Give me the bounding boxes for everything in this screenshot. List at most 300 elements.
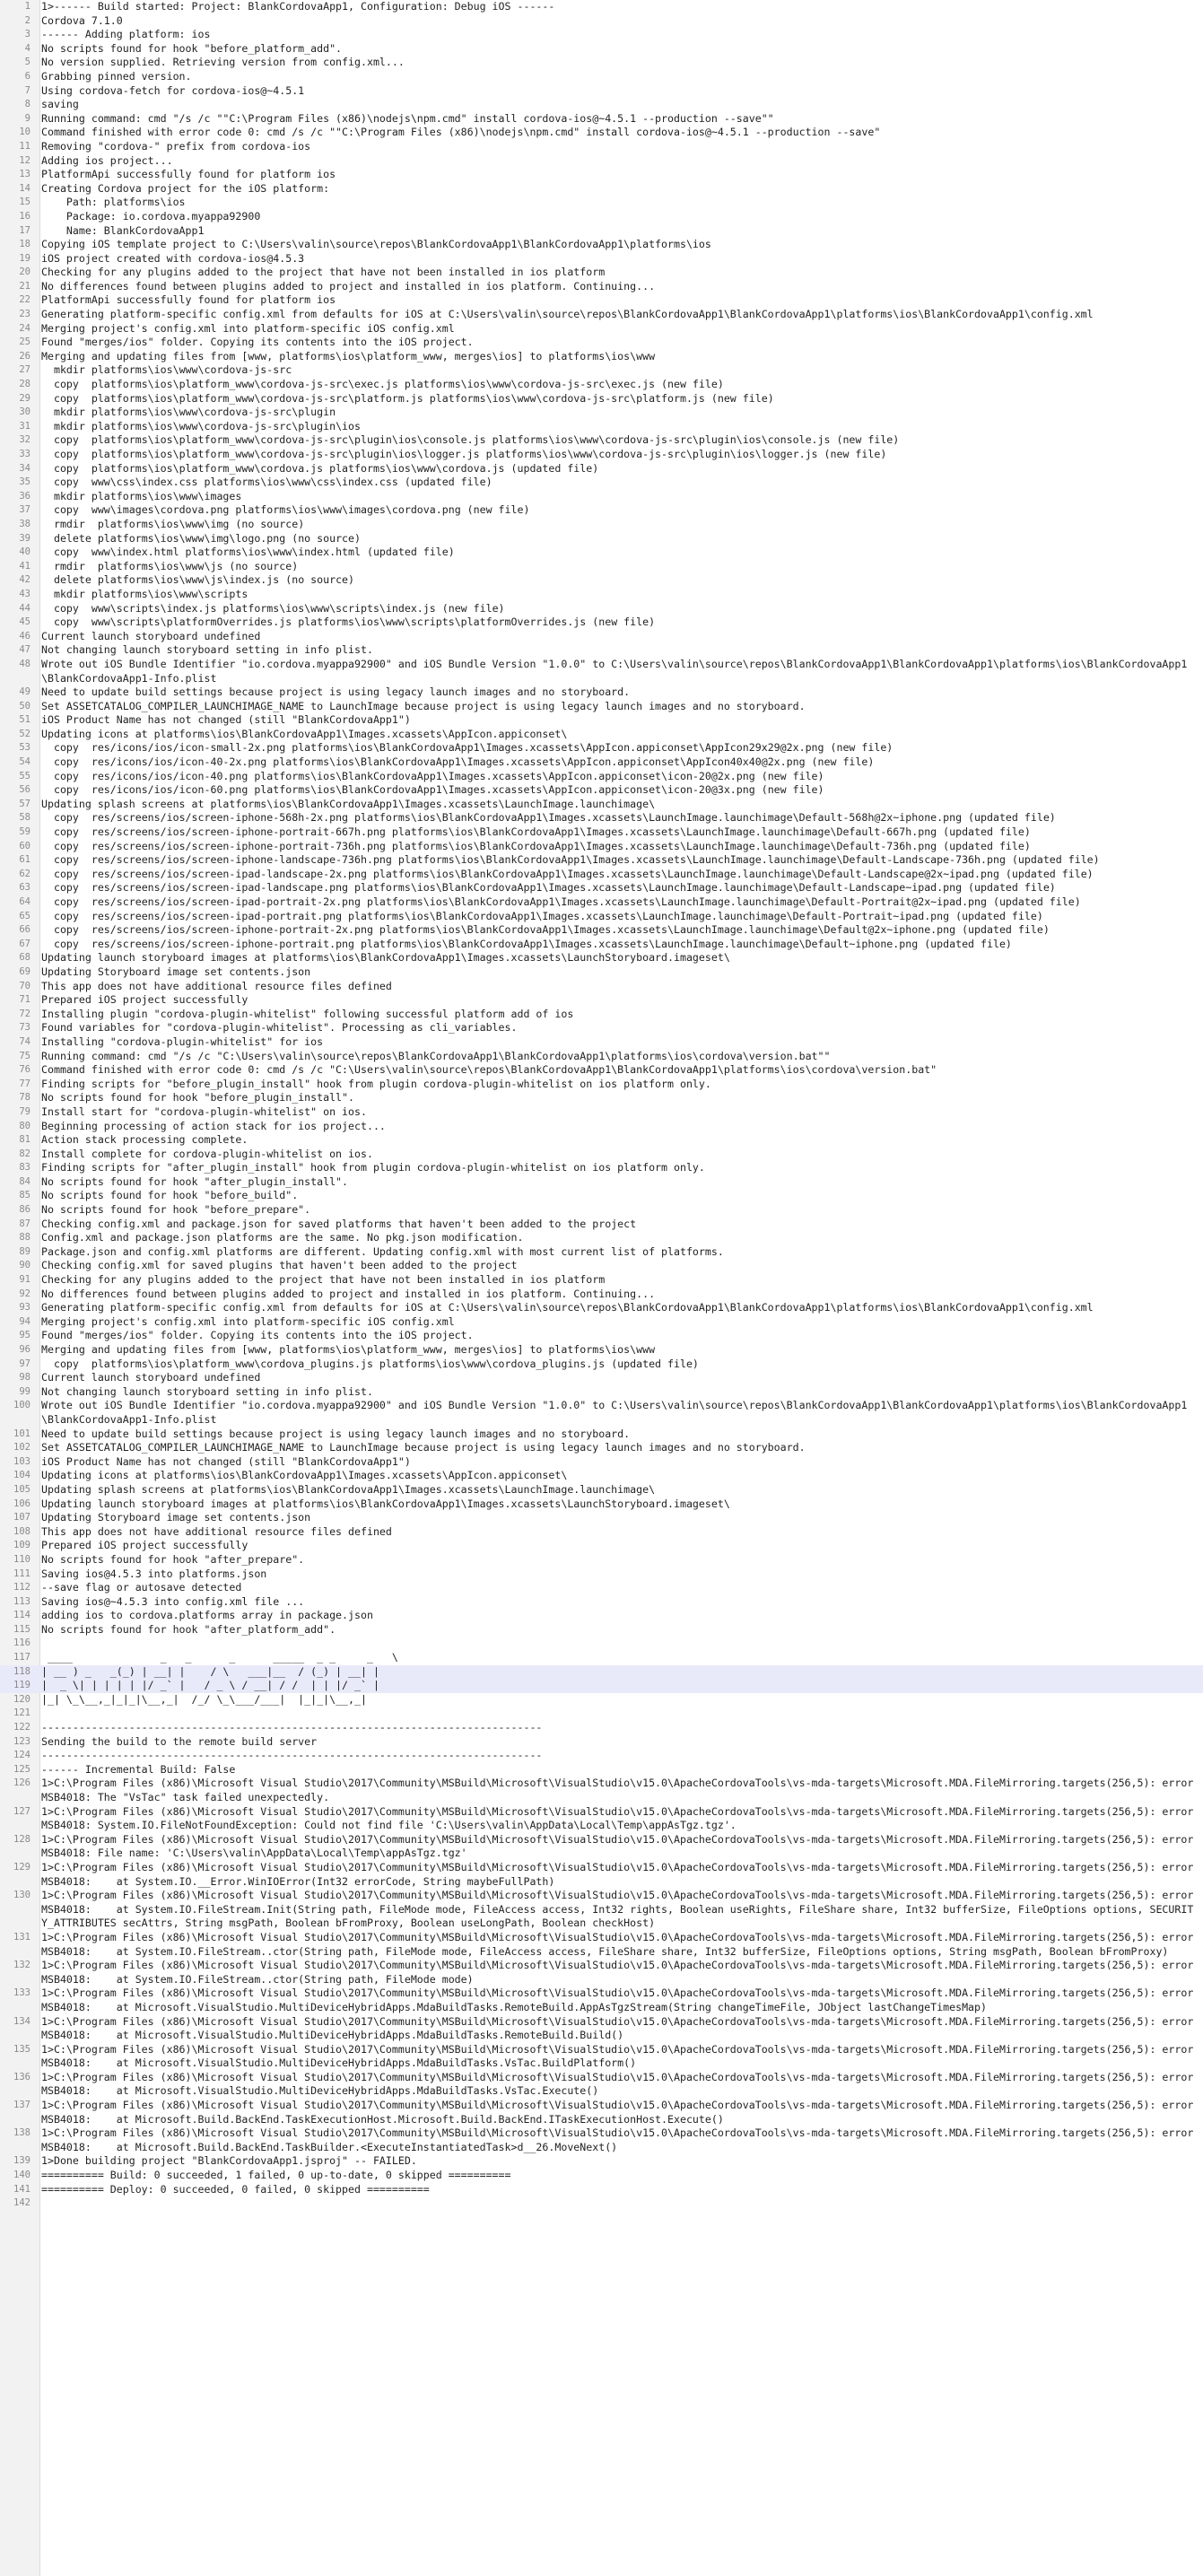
line-text[interactable]: Install complete for cordova-plugin-whitelist on ios. — [41, 1147, 373, 1160]
output-line[interactable] — [0, 1078, 1203, 1092]
output-line[interactable] — [0, 518, 1203, 532]
output-line[interactable] — [0, 1175, 1203, 1190]
output-line[interactable] — [0, 1498, 1203, 1512]
output-line[interactable] — [0, 1931, 1203, 1959]
line-text[interactable]: Updating splash screens at platforms\ios\BlankCordovaApp1\Images.xcassets\LaunchImage.launchimage\ — [41, 1482, 656, 1496]
output-line[interactable] — [0, 490, 1203, 504]
line-text[interactable]: mkdir platforms\ios\www\cordova-js-src\plugin — [41, 406, 336, 419]
output-line[interactable] — [0, 28, 1203, 42]
output-line[interactable] — [0, 1763, 1203, 1777]
line-text[interactable]: Merging and updating files from [www, platforms\ios\platform_www, merges\ios] to platforms\ios\www — [41, 349, 656, 362]
line-text[interactable]: Config.xml and package.json platforms are the same. No pkg.json modification. — [41, 1231, 524, 1244]
output-line[interactable] — [0, 2043, 1203, 2071]
output-line[interactable] — [0, 1735, 1203, 1750]
output-line[interactable] — [0, 1609, 1203, 1623]
line-text[interactable]: delete platforms\ios\www\js\index.js (no source) — [41, 573, 355, 587]
output-line[interactable] — [0, 448, 1203, 462]
output-line[interactable] — [0, 1469, 1203, 1483]
line-text[interactable]: Set ASSETCATALOG_COMPILER_LAUNCHIMAGE_NAME to LaunchImage because project is using legacy launch images and no storyboard. — [41, 1441, 806, 1454]
line-text[interactable]: No scripts found for hook "before_prepare". — [41, 1203, 311, 1217]
output-line[interactable] — [0, 56, 1203, 70]
output-line[interactable] — [0, 210, 1203, 224]
output-line[interactable] — [0, 1428, 1203, 1442]
line-number: 55 — [19, 770, 31, 782]
output-line[interactable] — [0, 2154, 1203, 2169]
line-text[interactable]: copy platforms\ios\platform_www\cordova-js-src\plugin\ios\console.js platforms\ios\www\cordova-js-src\plugin\ios\console.js (new file) — [41, 433, 900, 447]
output-line[interactable] — [0, 993, 1203, 1008]
line-text[interactable]: 1>C:\Program Files (x86)\Microsoft Visual Studio\2017\Community\MSBuild\Microsoft\VisualStudio\v15.0\ApacheCordovaTools\vs-mda-targets\Microsoft.MDA.FileMirroring.targets(256,5): error MSB4018: at Microsoft.VisualStudio.MultiDeviceHybridApps.MdaBuildTasks.VsTac.BuildPlatform() — [41, 2042, 1200, 2070]
output-line[interactable] — [0, 433, 1203, 448]
line-text[interactable]: copy www\index.html platforms\ios\www\index.html (updated file) — [41, 546, 455, 559]
line-text[interactable]: 1>------ Build started: Project: BlankCordovaApp1, Configuration: Debug iOS ------ — [41, 0, 555, 13]
output-line[interactable] — [0, 951, 1203, 965]
output-line[interactable] — [0, 2183, 1203, 2197]
line-text[interactable]: No version supplied. Retrieving version from config.xml... — [41, 56, 405, 69]
line-text[interactable]: | _ \| | | | | |/ _` | / _ \ / __| / / | | |/ _` | — [41, 1679, 386, 1692]
line-text[interactable]: Generating platform-specific config.xml from defaults for iOS at C:\Users\valin\source\repos\BlankCordovaApp1\BlankCordovaApp1\platforms\ios\BlankCordovaApp1\config.xml — [41, 308, 1094, 321]
output-line[interactable] — [0, 476, 1203, 490]
line-text[interactable]: Prepared iOS project successfully — [41, 993, 248, 1007]
line-text[interactable]: Updating Storyboard image set contents.json — [41, 965, 311, 978]
line-text[interactable]: Saving ios@~4.5.3 into config.xml file ... — [41, 1594, 305, 1608]
line-text[interactable]: mkdir platforms\ios\www\scripts — [41, 587, 248, 600]
output-line[interactable] — [0, 980, 1203, 994]
line-number: 41 — [19, 560, 31, 572]
line-text[interactable]: Path: platforms\ios — [41, 196, 186, 209]
output-line[interactable] — [0, 2071, 1203, 2099]
output-line[interactable] — [0, 700, 1203, 714]
output-line[interactable] — [0, 1288, 1203, 1302]
line-text[interactable]: Saving ios@4.5.3 into platforms.json — [41, 1567, 267, 1580]
output-line[interactable] — [0, 783, 1203, 798]
output-line[interactable] — [0, 0, 1203, 14]
output-line[interactable] — [0, 293, 1203, 308]
output-line[interactable] — [0, 14, 1203, 29]
line-text[interactable]: Installing plugin "cordova-plugin-whitelist" following successful platform add of ios — [41, 1007, 574, 1020]
line-number: 43 — [19, 588, 31, 599]
output-line[interactable] — [0, 1343, 1203, 1358]
output-line[interactable] — [0, 1035, 1203, 1050]
output-line[interactable] — [0, 1553, 1203, 1567]
output-line[interactable] — [0, 1203, 1203, 1218]
line-text[interactable]: copy res/screens/ios/screen-iphone-portrait.png platforms\ios\BlankCordovaApp1\Images.xcassets\LaunchImage.launchimage\Default~iphone.png (updated file) — [41, 937, 1012, 950]
output-line[interactable] — [0, 938, 1203, 952]
line-text[interactable]: No differences found between plugins added to project and installed in ios platform. Continuing... — [41, 279, 656, 293]
line-text[interactable]: ------ Incremental Build: False — [41, 1762, 236, 1776]
output-line[interactable] — [0, 798, 1203, 812]
output-line[interactable] — [0, 1637, 1203, 1651]
line-text[interactable]: Package.json and config.xml platforms are different. Updating config.xml with most current list of platforms. — [41, 1244, 724, 1258]
line-text[interactable]: Updating Storyboard image set contents.json — [41, 1511, 311, 1524]
line-text[interactable]: 1>C:\Program Files (x86)\Microsoft Visual Studio\2017\Community\MSBuild\Microsoft\VisualStudio\v15.0\ApacheCordovaTools\vs-mda-targets\Microsoft.MDA.FileMirroring.targets(256,5): error MSB4018: at System.IO.FileStream..ctor(String path, FileMode mode) — [41, 1959, 1200, 1986]
line-text[interactable]: copy res/icons/ios/icon-40-2x.png platforms\ios\BlankCordovaApp1\Images.xcassets\AppIcon.appiconset\AppIcon40x40@2x.png (new file) — [41, 755, 875, 769]
output-line[interactable] — [0, 140, 1203, 154]
output-line[interactable] — [0, 1959, 1203, 1987]
line-text[interactable]: -------------------------------------------------------------------------------- — [41, 1721, 543, 1734]
line-text[interactable]: ========== Deploy: 0 succeeded, 0 failed, 0 skipped ========== — [41, 2182, 430, 2196]
output-line[interactable] — [0, 811, 1203, 825]
line-text[interactable]: ------ Adding platform: ios — [41, 28, 211, 41]
output-line[interactable] — [0, 196, 1203, 210]
output-line[interactable] — [0, 1148, 1203, 1162]
line-text[interactable]: 1>C:\Program Files (x86)\Microsoft Visual Studio\2017\Community\MSBuild\Microsoft\VisualStudio\v15.0\ApacheCordovaTools\vs-mda-targets\Microsoft.MDA.FileMirroring.targets(256,5): error MSB4018: at Microsoft.VisualStudio.MultiDeviceHybridApps.MdaBuildTasks.VsTac.Execute() — [41, 2070, 1200, 2098]
line-text[interactable]: No scripts found for hook "after_plugin_install". — [41, 1174, 349, 1188]
output-line[interactable] — [0, 1539, 1203, 1553]
output-line[interactable] — [0, 2015, 1203, 2043]
output-line[interactable] — [0, 1623, 1203, 1637]
line-text[interactable]: 1>C:\Program Files (x86)\Microsoft Visual Studio\2017\Community\MSBuild\Microsoft\VisualStudio\v15.0\ApacheCordovaTools\vs-mda-targets\Microsoft.MDA.FileMirroring.targets(256,5): error MSB4018: at System.IO.FileStream.Init(String path, FileMode mode, FileAccess access, Int32 rights, Boolean useRights, FileShare share, Int32 bufferSize, FileOptions options, SECURITY_ATTRIBUTES secAttrs, String msgPath, Boolean bFromProxy, Boolean useLongPath, Boolean checkHost) — [41, 1889, 1200, 1930]
output-line[interactable] — [0, 1595, 1203, 1610]
line-text[interactable]: Merging project's config.xml into platform-specific iOS config.xml — [41, 321, 455, 335]
output-line[interactable] — [0, 1777, 1203, 1804]
line-text[interactable]: copy platforms\ios\platform_www\cordova-js-src\exec.js platforms\ios\www\cordova-js-src\exec.js (new file) — [41, 378, 724, 391]
line-text[interactable]: 1>C:\Program Files (x86)\Microsoft Visual Studio\2017\Community\MSBuild\Microsoft\VisualStudio\v15.0\ApacheCordovaTools\vs-mda-targets\Microsoft.MDA.FileMirroring.targets(256,5): error MSB4018: at System.IO.__Error.WinIOError(Int32 errorCode, String maybeFullPath) — [41, 1860, 1200, 1888]
output-line[interactable] — [0, 560, 1203, 574]
line-text[interactable]: copy www\scripts\platformOverrides.js platforms\ios\www\scripts\platformOverrides.js (new file) — [41, 616, 656, 629]
line-text[interactable]: delete platforms\ios\www\img\logo.png (no source) — [41, 531, 361, 545]
line-text[interactable]: Updating icons at platforms\ios\BlankCordovaApp1\Images.xcassets\AppIcon.appiconset\ — [41, 727, 568, 740]
output-line[interactable] — [0, 1218, 1203, 1232]
output-line[interactable] — [0, 1105, 1203, 1120]
line-text[interactable]: Set ASSETCATALOG_COMPILER_LAUNCHIMAGE_NAME to LaunchImage because project is using legacy launch images and no storyboard. — [41, 699, 806, 712]
output-line[interactable] — [0, 2196, 1203, 2211]
output-line[interactable] — [0, 825, 1203, 840]
line-text[interactable]: ____ _ _ _ _____ _ _ _ \ — [41, 1651, 398, 1664]
line-text[interactable]: copy res/screens/ios/screen-iphone-portrait-2x.png platforms\ios\BlankCordovaApp1\Images.xcassets\LaunchImage.launchimage\Default@2x~iphone.png (updated file) — [41, 923, 1050, 937]
line-number: 33 — [19, 449, 31, 459]
line-text[interactable]: Cordova 7.1.0 — [41, 13, 123, 27]
line-text[interactable]: No scripts found for hook "before_plugin_install". — [41, 1091, 355, 1105]
line-text[interactable]: This app does not have additional resource files defined — [41, 979, 392, 992]
output-line[interactable] — [0, 713, 1203, 728]
line-text[interactable]: --save flag or autosave detected — [41, 1581, 242, 1594]
line-number: 93 — [19, 1302, 31, 1314]
output-line[interactable] — [0, 1441, 1203, 1455]
line-text[interactable]: 1>C:\Program Files (x86)\Microsoft Visual Studio\2017\Community\MSBuild\Microsoft\VisualStudio\v15.0\ApacheCordovaTools\vs-mda-targets\Microsoft.MDA.FileMirroring.targets(256,5): error MSB4018: at Microsoft.Build.BackEnd.TaskExecutionHost.Microsoft.Build.BackEnd.ITaskExecutionHost.Execute() — [41, 2099, 1200, 2126]
line-text[interactable]: Adding ios project... — [41, 153, 173, 167]
output-line[interactable] — [0, 280, 1203, 294]
line-text[interactable]: 1>C:\Program Files (x86)\Microsoft Visual Studio\2017\Community\MSBuild\Microsoft\VisualStudio\v15.0\ApacheCordovaTools\vs-mda-targets\Microsoft.MDA.FileMirroring.targets(256,5): error MSB4018: at Microsoft.VisualStudio.MultiDeviceHybridApps.MdaBuildTasks.RemoteBuild.Build() — [41, 2014, 1200, 2042]
output-line[interactable] — [0, 1133, 1203, 1148]
line-text[interactable]: copy www\css\index.css platforms\ios\www\css\index.css (updated file) — [41, 476, 493, 489]
output-line[interactable] — [0, 1455, 1203, 1470]
output-line[interactable] — [0, 154, 1203, 169]
output-line[interactable] — [0, 1721, 1203, 1735]
line-text[interactable]: mkdir platforms\ios\www\images — [41, 489, 242, 502]
output-line[interactable] — [0, 1189, 1203, 1203]
output-line[interactable] — [0, 741, 1203, 755]
output-line[interactable] — [0, 1231, 1203, 1245]
line-text[interactable]: Creating Cordova project for the iOS platform: — [41, 181, 330, 195]
output-line[interactable] — [0, 112, 1203, 127]
output-line[interactable] — [0, 1050, 1203, 1064]
output-line[interactable] — [0, 1511, 1203, 1525]
line-text[interactable]: copy res/screens/ios/screen-ipad-landscape.png platforms\ios\BlankCordovaApp1\Images.xcassets\LaunchImage.launchimage\Default-Landscape~ipad.png (updated file) — [41, 881, 1056, 895]
output-line[interactable] — [0, 881, 1203, 895]
output-line[interactable] — [0, 965, 1203, 980]
output-line[interactable] — [0, 685, 1203, 700]
output-line[interactable] — [0, 1245, 1203, 1260]
output-line[interactable] — [0, 546, 1203, 560]
output-line[interactable] — [0, 630, 1203, 644]
line-number: 9 — [24, 112, 31, 124]
line-text[interactable]: Grabbing pinned version. — [41, 69, 192, 83]
line-text[interactable]: Need to update build settings because project is using legacy launch images and no storyboard. — [41, 685, 631, 699]
line-text[interactable]: ========== Build: 0 succeeded, 1 failed, 0 up-to-date, 0 skipped ========== — [41, 2169, 511, 2182]
output-line[interactable] — [0, 2099, 1203, 2126]
line-text[interactable]: Finding scripts for "after_plugin_install" hook from plugin cordova-plugin-whitelist on ios platform only. — [41, 1161, 705, 1174]
line-text[interactable]: PlatformApi successfully found for platform ios — [41, 293, 336, 307]
output-line[interactable] — [0, 2169, 1203, 2183]
output-line[interactable] — [0, 363, 1203, 378]
output-line[interactable] — [0, 336, 1203, 350]
line-text[interactable]: Found "merges/ios" folder. Copying its contents into the iOS project. — [41, 336, 474, 349]
line-text[interactable]: adding ios to cordova.platforms array in package.json — [41, 1609, 373, 1622]
output-line[interactable] — [0, 770, 1203, 784]
line-text[interactable]: No scripts found for hook "before_platform_add". — [41, 41, 343, 55]
line-text[interactable]: Command finished with error code 0: cmd /s /c ""C:\Program Files (x86)\nodejs\npm.cmd" install cordova-ios@~4.5.1 --production --save" — [41, 126, 881, 139]
output-line[interactable] — [0, 1301, 1203, 1315]
line-text[interactable]: Not changing launch storyboard setting in info plist. — [41, 643, 373, 657]
line-text[interactable]: Removing "cordova-" prefix from cordova-ios — [41, 139, 311, 153]
line-text[interactable]: copy www\images\cordova.png platforms\ios\www\images\cordova.png (new file) — [41, 503, 530, 517]
line-text[interactable]: copy res/icons/ios/icon-60.png platforms\ios\BlankCordovaApp1\Images.xcassets\AppIcon.appiconset\icon-20@3x.png (new file) — [41, 783, 824, 797]
line-text[interactable]: rmdir platforms\ios\www\js (no source) — [41, 559, 299, 572]
line-text[interactable]: Package: io.cordova.myappa92900 — [41, 209, 261, 223]
line-text[interactable]: Merging and updating files from [www, platforms\ios\platform_www, merges\ios] to platforms\ios\www — [41, 1343, 656, 1356]
line-text[interactable]: Need to update build settings because project is using legacy launch images and no storyboard. — [41, 1427, 631, 1440]
output-line[interactable] — [0, 1749, 1203, 1763]
line-text[interactable]: 1>C:\Program Files (x86)\Microsoft Visual Studio\2017\Community\MSBuild\Microsoft\VisualStudio\v15.0\ApacheCordovaTools\vs-mda-targets\Microsoft.MDA.FileMirroring.targets(256,5): error MSB4018: at Microsoft.Build.BackEnd.TaskBuilder.<ExecuteInstantiatedTask>d__26.MoveNext() — [41, 2126, 1200, 2153]
line-text[interactable]: Found "merges/ios" folder. Copying its contents into the iOS project. — [41, 1329, 474, 1342]
line-text[interactable]: Updating launch storyboard images at platforms\ios\BlankCordovaApp1\Images.xcassets\LaunchStoryboard.imageset\ — [41, 1497, 730, 1510]
output-line[interactable] — [0, 1021, 1203, 1035]
line-text[interactable]: 1>Done building project "BlankCordovaApp1.jsproj" -- FAILED. — [41, 2154, 417, 2168]
output-line[interactable] — [0, 252, 1203, 266]
output-line[interactable] — [0, 1987, 1203, 2014]
output-line[interactable] — [0, 378, 1203, 392]
output-line[interactable] — [0, 1371, 1203, 1385]
output-line[interactable] — [0, 1358, 1203, 1372]
output-line[interactable] — [0, 420, 1203, 434]
line-text[interactable]: copy res/screens/ios/screen-ipad-portrait-2x.png platforms\ios\BlankCordovaApp1\Images.xcassets\LaunchImage.launchimage\Default-Portrait@2x~ipad.png (updated file) — [41, 895, 1081, 908]
output-line[interactable] — [0, 1120, 1203, 1134]
output-line[interactable] — [0, 2126, 1203, 2154]
line-text[interactable]: 1>C:\Program Files (x86)\Microsoft Visual Studio\2017\Community\MSBuild\Microsoft\VisualStudio\v15.0\ApacheCordovaTools\vs-mda-targets\Microsoft.MDA.FileMirroring.targets(256,5): error MSB4018: File name: 'C:\Users\valin\AppData\Local\Temp\appAsTgz.tgz' — [41, 1832, 1200, 1860]
output-line[interactable] — [0, 1385, 1203, 1400]
line-number: 52 — [19, 728, 31, 739]
output-line[interactable] — [0, 1693, 1203, 1707]
line-number: 131 — [13, 1931, 31, 1943]
line-text[interactable]: No scripts found for hook "before_build". — [41, 1189, 299, 1202]
line-text[interactable]: |_| \_\__,_|_|_|\__,_| /_/ \_\___/___| |_|_|\__,_| — [41, 1692, 367, 1706]
output-line[interactable] — [0, 895, 1203, 910]
output-line[interactable] — [0, 1805, 1203, 1833]
line-text[interactable]: This app does not have additional resource files defined — [41, 1524, 392, 1538]
output-line[interactable] — [0, 1091, 1203, 1105]
output-line[interactable] — [0, 42, 1203, 57]
line-text[interactable]: Beginning processing of action stack for ios project... — [41, 1119, 386, 1132]
line-text[interactable]: copy platforms\ios\platform_www\cordova_plugins.js platforms\ios\www\cordova_plugins.js (updated file) — [41, 1357, 699, 1370]
line-text[interactable]: Merging project's config.xml into platform-specific iOS config.xml — [41, 1314, 455, 1328]
output-line[interactable] — [0, 1707, 1203, 1721]
line-number: 141 — [13, 2183, 31, 2195]
line-text[interactable]: 1>C:\Program Files (x86)\Microsoft Visual Studio\2017\Community\MSBuild\Microsoft\VisualStudio\v15.0\ApacheCordovaTools\vs-mda-targets\Microsoft.MDA.FileMirroring.targets(256,5): error MSB4018: at System.IO.FileStream..ctor(String path, FileMode mode, FileAccess access, FileShare share, Int32 bufferSize, FileOptions options, String msgPath, Boolean bFromProxy) — [41, 1930, 1200, 1958]
output-line[interactable] — [0, 98, 1203, 112]
line-text[interactable]: Checking config.xml and package.json for saved platforms that haven't been added to the project — [41, 1217, 637, 1230]
line-text[interactable]: Finding scripts for "before_plugin_install" hook from plugin cordova-plugin-whitelist on ios platform only. — [41, 1077, 711, 1090]
output-line[interactable] — [0, 616, 1203, 630]
line-text[interactable]: Action stack processing complete. — [41, 1133, 248, 1147]
output-line[interactable] — [0, 266, 1203, 280]
line-text[interactable]: mkdir platforms\ios\www\cordova-js-src — [41, 363, 292, 377]
line-text[interactable]: No scripts found for hook "after_prepare". — [41, 1552, 305, 1566]
line-text[interactable]: Running command: cmd "/s /c ""C:\Program Files (x86)\nodejs\npm.cmd" install cordova-ios@~4.5.1 --production --save"" — [41, 111, 774, 125]
line-text[interactable]: mkdir platforms\ios\www\cordova-js-src\plugin\ios — [41, 419, 361, 432]
line-text[interactable]: No differences found between plugins added to project and installed in ios platform. Continuing... — [41, 1287, 656, 1300]
output-line[interactable] — [0, 602, 1203, 616]
output-line[interactable] — [0, 1063, 1203, 1078]
line-text[interactable]: copy res/screens/ios/screen-ipad-portrait.png platforms\ios\BlankCordovaApp1\Images.xcassets\LaunchImage.launchimage\Default-Portrait~ipad.png (updated file) — [41, 909, 1043, 922]
output-line[interactable] — [0, 1889, 1203, 1931]
output-line[interactable] — [0, 728, 1203, 742]
line-text[interactable]: Prepared iOS project successfully — [41, 1539, 248, 1552]
line-text[interactable]: Not changing launch storyboard setting in info plist. — [41, 1384, 373, 1398]
line-text[interactable]: PlatformApi successfully found for platform ios — [41, 168, 336, 181]
output-line[interactable] — [0, 1273, 1203, 1288]
output-line[interactable] — [0, 1329, 1203, 1343]
line-number: 27 — [19, 364, 31, 376]
line-text[interactable]: -------------------------------------------------------------------------------- — [41, 1749, 543, 1762]
output-line[interactable] — [0, 126, 1203, 140]
line-number: 49 — [19, 686, 31, 698]
line-text[interactable]: Install start for "cordova-plugin-whitelist" on ios. — [41, 1105, 367, 1118]
line-text[interactable]: Checking for any plugins added to the project that have not been installed in ios platform — [41, 1273, 606, 1287]
line-text[interactable]: copy res/icons/ios/icon-small-2x.png platforms\ios\BlankCordovaApp1\Images.xcassets\AppIcon.appiconset\AppIcon29x29@2x.png (new file) — [41, 741, 894, 755]
line-text[interactable]: Installing "cordova-plugin-whitelist" for ios — [41, 1035, 324, 1048]
output-line[interactable] — [0, 70, 1203, 84]
output-line[interactable] — [0, 1315, 1203, 1330]
line-text[interactable]: 1>C:\Program Files (x86)\Microsoft Visual Studio\2017\Community\MSBuild\Microsoft\VisualStudio\v15.0\ApacheCordovaTools\vs-mda-targets\Microsoft.MDA.FileMirroring.targets(256,5): error MSB4018: at Microsoft.VisualStudio.MultiDeviceHybridApps.MdaBuildTasks.RemoteBuild.AppAsTgzStream(String changeTimeFile, JObject lastChangeTimesMap) — [41, 1987, 1200, 2013]
output-line[interactable] — [0, 1399, 1203, 1427]
output-line[interactable] — [0, 868, 1203, 882]
line-text[interactable]: copy res/screens/ios/screen-ipad-landscape-2x.png platforms\ios\BlankCordovaApp1\Images.xcassets\LaunchImage.launchimage\Default-Landscape@2x~ipad.png (updated file) — [41, 867, 1094, 880]
line-text[interactable]: No scripts found for hook "after_platform_add". — [41, 1622, 336, 1636]
line-text[interactable]: Running command: cmd "/s /c "C:\Users\valin\source\repos\BlankCordovaApp1\BlankCordovaApp1\platforms\ios\cordova\version.bat"" — [41, 1049, 831, 1062]
line-number: 127 — [13, 1805, 31, 1817]
line-text[interactable]: Checking for any plugins added to the project that have not been installed in ios platform — [41, 266, 606, 279]
line-text[interactable]: saving — [41, 98, 79, 111]
output-line[interactable] — [0, 1651, 1203, 1665]
output-line[interactable] — [0, 1581, 1203, 1595]
output-line[interactable] — [0, 392, 1203, 406]
output-line[interactable] — [0, 923, 1203, 938]
line-text[interactable]: copy res/icons/ios/icon-40.png platforms\ios\BlankCordovaApp1\Images.xcassets\AppIcon.appiconset\icon-20@2x.png (new file) — [41, 769, 824, 782]
line-text[interactable]: rmdir platforms\ios\www\img (no source) — [41, 517, 305, 530]
line-number: 122 — [13, 1722, 31, 1733]
line-text[interactable]: Using cordova-fetch for cordova-ios@~4.5.1 — [41, 83, 305, 97]
output-line[interactable] — [0, 1679, 1203, 1693]
output-line[interactable] — [0, 1861, 1203, 1889]
line-number: 45 — [19, 616, 31, 628]
output-line[interactable] — [0, 910, 1203, 924]
output-line[interactable] — [0, 238, 1203, 252]
output-line[interactable] — [0, 168, 1203, 182]
line-number: 38 — [19, 518, 31, 529]
line-text[interactable]: Updating icons at platforms\ios\BlankCordovaApp1\Images.xcassets\AppIcon.appiconset\ — [41, 1469, 568, 1482]
line-text[interactable]: copy platforms\ios\platform_www\cordova-js-src\plugin\ios\logger.js platforms\ios\www\cordova-js-src\plugin\ios\logger.js (new file) — [41, 448, 887, 460]
output-line[interactable] — [0, 1483, 1203, 1498]
line-text[interactable]: copy res/screens/ios/screen-iphone-landscape-736h.png platforms\ios\BlankCordovaApp1\Images.xcassets\LaunchImage.launchimage\Default-Landscape-736h.png (updated file) — [41, 853, 1100, 867]
output-line[interactable] — [0, 853, 1203, 868]
line-number: 124 — [13, 1750, 31, 1761]
line-text[interactable]: Generating platform-specific config.xml from defaults for iOS at C:\Users\valin\source\repos\BlankCordovaApp1\BlankCordovaApp1\platforms\ios\BlankCordovaApp1\config.xml — [41, 1301, 1094, 1314]
line-text[interactable]: iOS Product Name has not changed (still "BlankCordovaApp1") — [41, 1454, 411, 1468]
output-line[interactable] — [0, 1833, 1203, 1861]
line-text[interactable]: copy www\scripts\index.js platforms\ios\www\scripts\index.js (new file) — [41, 601, 505, 615]
line-text[interactable]: Current launch storyboard undefined — [41, 629, 261, 642]
output-line[interactable] — [0, 322, 1203, 336]
line-text[interactable]: iOS project created with cordova-ios@4.5.3 — [41, 251, 305, 265]
output-line[interactable] — [0, 462, 1203, 476]
line-text[interactable]: iOS Product Name has not changed (still "BlankCordovaApp1") — [41, 713, 411, 727]
output-line[interactable] — [0, 588, 1203, 602]
line-text[interactable]: Updating splash screens at platforms\ios\BlankCordovaApp1\Images.xcassets\LaunchImage.launchimage\ — [41, 797, 656, 810]
output-line[interactable] — [0, 573, 1203, 588]
line-text[interactable]: Updating launch storyboard images at platforms\ios\BlankCordovaApp1\Images.xcassets\LaunchStoryboard.imageset\ — [41, 951, 730, 965]
output-line[interactable] — [0, 1567, 1203, 1582]
output-line[interactable] — [0, 840, 1203, 854]
output-line[interactable] — [0, 755, 1203, 770]
output-line[interactable] — [0, 224, 1203, 239]
line-text[interactable]: Copying iOS template project to C:\Users\valin\source\repos\BlankCordovaApp1\BlankCordovaApp1\platforms\ios — [41, 238, 711, 251]
line-text[interactable]: copy res/screens/ios/screen-iphone-portrait-667h.png platforms\ios\BlankCordovaApp1\Images.xcassets\LaunchImage.launchimage\Default-667h.png (updated file) — [41, 825, 1031, 839]
output-line[interactable] — [0, 406, 1203, 420]
line-text[interactable]: | __ ) _ _(_) | __| | / \ ___|__ / (_) | __| | — [41, 1664, 386, 1678]
line-number: 63 — [19, 882, 31, 894]
output-line[interactable] — [0, 1665, 1203, 1680]
line-text[interactable]: copy platforms\ios\platform_www\cordova-js-src\platform.js platforms\ios\www\cordova-js-src\platform.js (new file) — [41, 391, 774, 405]
line-text[interactable]: Wrote out iOS Bundle Identifier "io.cordova.myappa92900" and iOS Bundle Version "1.0.0" to C:\Users\valin\source\repos\BlankCordovaApp1\BlankCordovaApp1\platforms\ios\BlankCordovaApp1\BlankCordovaApp1-Info.plist — [41, 657, 1188, 685]
output-line[interactable] — [0, 84, 1203, 99]
output-line[interactable] — [0, 503, 1203, 518]
line-text[interactable]: copy res/screens/ios/screen-iphone-568h-2x.png platforms\ios\BlankCordovaApp1\Images.xcassets\LaunchImage.launchimage\Default-568h@2x~iphone.png (updated file) — [41, 811, 1056, 825]
line-text[interactable]: 1>C:\Program Files (x86)\Microsoft Visual Studio\2017\Community\MSBuild\Microsoft\VisualStudio\v15.0\ApacheCordovaTools\vs-mda-targets\Microsoft.MDA.FileMirroring.targets(256,5): error MSB4018: System.IO.FileNotFoundException: Could not find file 'C:\Users\valin\AppData\Local\Temp\appAsTgz.tgz'. — [41, 1804, 1200, 1832]
line-text[interactable]: Wrote out iOS Bundle Identifier "io.cordova.myappa92900" and iOS Bundle Version "1.0.0" to C:\Users\valin\source\repos\BlankCordovaApp1\BlankCordovaApp1\platforms\ios\BlankCordovaApp1\BlankCordovaApp1-Info.plist — [41, 1399, 1188, 1426]
line-text[interactable]: Found variables for "cordova-plugin-whitelist". Processing as cli_variables. — [41, 1021, 518, 1035]
output-line[interactable] — [0, 532, 1203, 546]
line-text[interactable]: 1>C:\Program Files (x86)\Microsoft Visual Studio\2017\Community\MSBuild\Microsoft\VisualStudio\v15.0\ApacheCordovaTools\vs-mda-targets\Microsoft.MDA.FileMirroring.targets(256,5): error MSB4018: The "VsTac" task failed unexpectedly. — [41, 1777, 1200, 1803]
output-line[interactable] — [0, 1259, 1203, 1273]
line-text[interactable]: Current launch storyboard undefined — [41, 1371, 261, 1384]
line-text[interactable]: Command finished with error code 0: cmd /s /c "C:\Users\valin\source\repos\BlankCordovaApp1\BlankCordovaApp1\platforms\ios\cordova\version.bat" — [41, 1063, 937, 1077]
output-line[interactable] — [0, 350, 1203, 364]
output-line[interactable] — [0, 643, 1203, 658]
line-number: 69 — [19, 965, 31, 977]
output-line[interactable] — [0, 658, 1203, 685]
line-text[interactable]: Name: BlankCordovaApp1 — [41, 223, 205, 237]
line-text[interactable]: Checking config.xml for saved plugins that haven't been added to the project — [41, 1259, 518, 1272]
output-line[interactable] — [0, 1525, 1203, 1540]
output-line[interactable] — [0, 308, 1203, 322]
line-text[interactable]: Sending the build to the remote build server — [41, 1734, 318, 1748]
output-line[interactable] — [0, 1008, 1203, 1022]
output-line[interactable] — [0, 182, 1203, 196]
line-text[interactable]: copy platforms\ios\platform_www\cordova.js platforms\ios\www\cordova.js (updated file) — [41, 461, 599, 475]
output-line[interactable] — [0, 1161, 1203, 1175]
line-text[interactable]: copy res/screens/ios/screen-iphone-portrait-736h.png platforms\ios\BlankCordovaApp1\Images.xcassets\LaunchImage.launchimage\Default-736h.png (updated file) — [41, 839, 1031, 852]
line-number: 133 — [13, 1987, 31, 1999]
